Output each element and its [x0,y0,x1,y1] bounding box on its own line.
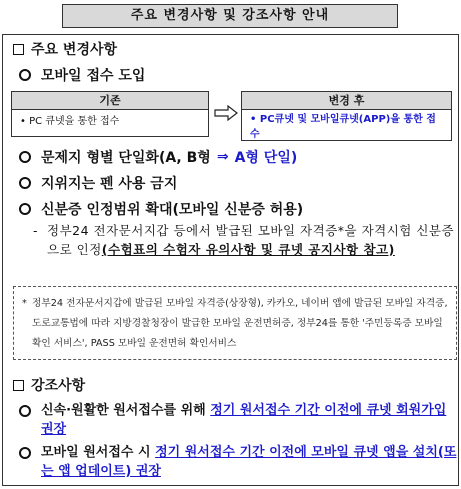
item-test-type-prefix: 문제지 형별 단일화(A, B형 [41,150,211,166]
item-id-scope [19,199,303,219]
item-test-type [19,147,297,167]
before-bullet: • [20,116,26,127]
item-pen-ban [19,173,177,193]
circle-bullet-icon [19,177,31,189]
item-test-type-suffix: A형 단일) [234,150,298,166]
emphasis-item-signup [19,401,459,439]
after-body [242,110,451,142]
section-changes-title: 주요 변경사항 [31,42,118,58]
item-mobile-apply-label: 모바일 접수 도입 [41,68,146,84]
circle-bullet-icon [19,203,31,215]
arrow-right-icon: ⇒ [216,149,229,165]
id-scope-detail-ref: (수험표의 수험자 유의사항 및 큐넷 공지사항 참고) [101,242,395,257]
item-mobile-apply [19,65,145,85]
footnote-box [13,286,457,360]
footnote-star: * [22,298,27,309]
square-bullet-icon [13,380,24,391]
notice-frame [2,34,459,486]
circle-bullet-icon [19,447,31,459]
hollow-arrow-right-icon [214,105,238,121]
square-bullet-icon [13,44,24,55]
after-bullet: • [250,114,257,125]
section-emphasis-heading [13,375,85,395]
emphasis-item-signup-highlight: 정기 원서접수 기간 이전에 큐넷 회원가입 권장 [41,403,447,437]
page-title: 주요 변경사항 및 강조사항 안내 [62,4,398,28]
id-scope-detail-text: 정부24 전자문서지갑 등에서 발급된 모바일 자격증*을 자격시험 신분증으로 인정 [47,223,455,257]
after-text: PC큐넷 및 모바일큐넷(APP)을 통한 접수 [250,114,436,140]
after-box [241,91,452,141]
footnote-text: 정부24 전자문서지갑에 발급된 모바일 자격증(상장형), 카카오, 네이버 앱에 발급된 모바일 자격증, 도로교통법에 따라 지방경찰청장이 발급한 모바일 운전면허증, 정부24를 통한 '주민등록증 모바일확인 서비스', PASS 모바일 운전면허 확인서비스 [32,298,448,349]
id-scope-detail [33,221,457,259]
before-head: 기존 [12,92,208,110]
after-head: 변경 후 [242,92,451,110]
before-body [12,110,208,134]
emphasis-item-signup-text: 신속·원활한 원서접수를 위해 [41,403,206,418]
emphasis-item-app-highlight: 정기 원서접수 기간 이전에 모바일 큐넷 앱을 설치(또는 앱 업데이트) 권장 [41,445,457,479]
circle-bullet-icon [19,69,31,81]
circle-bullet-icon [19,405,31,417]
emphasis-item-app-text: 모바일 원서접수 시 [41,445,151,460]
emphasis-item-app [19,443,459,481]
item-id-scope-label: 신분증 인정범위 확대(모바일 신분증 허용) [41,202,304,218]
section-emphasis-title: 강조사항 [31,378,86,394]
before-text: PC 큐넷을 통한 접수 [29,116,120,127]
before-box [11,91,209,137]
section-changes-heading [13,39,117,59]
item-pen-ban-label: 지위지는 펜 사용 금지 [41,176,178,192]
dash-bullet: - [33,223,39,238]
circle-bullet-icon [19,151,31,163]
